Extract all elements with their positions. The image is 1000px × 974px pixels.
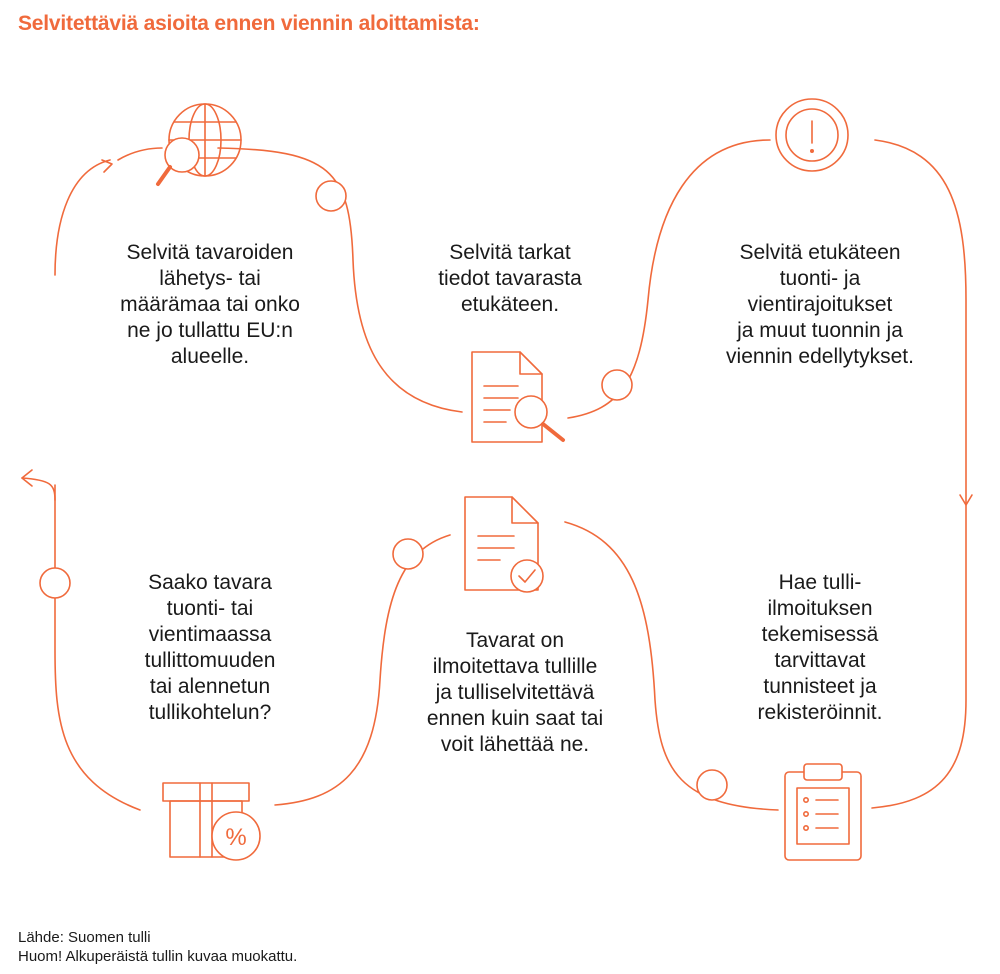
source-note: Lähde: Suomen tulli xyxy=(18,929,151,946)
step-4-line: ilmoituksen xyxy=(767,597,873,620)
page-title: Selvitettäviä asioita ennen viennin aloittamista: xyxy=(18,12,480,35)
clipboard-checklist-icon xyxy=(785,764,861,860)
step-6-line: vientimaassa xyxy=(148,623,272,646)
step-3-text xyxy=(705,240,935,370)
step-5-line: ilmoitettava tullille xyxy=(432,655,598,678)
node-circle xyxy=(393,539,423,569)
globe-search-icon xyxy=(158,104,241,184)
modification-note: Huom! Alkuperäistä tullin kuvaa muokattu. xyxy=(18,948,298,965)
svg-text:%: % xyxy=(225,824,247,851)
step-5-line: Tavarat on xyxy=(465,629,565,652)
step-5-line: ja tulliselvitettävä xyxy=(435,681,595,704)
step-4-line: tarvittavat xyxy=(774,649,866,672)
flow-path-7b xyxy=(118,148,162,160)
flow-path-7 xyxy=(55,160,110,275)
step-5-text xyxy=(405,628,625,758)
step-1-text xyxy=(105,240,315,370)
step-1-line: lähetys- tai xyxy=(159,267,261,290)
step-2-line: tiedot tavarasta xyxy=(438,267,582,290)
step-6-line: tullikohtelun? xyxy=(148,701,272,724)
step-3-line: tuonti- ja xyxy=(779,267,861,290)
step-3-line: Selvitä etukäteen xyxy=(739,241,901,264)
step-3-line: viennin edellytykset. xyxy=(726,345,914,368)
step-4-line: tunnisteet ja xyxy=(763,675,877,698)
node-circle xyxy=(316,181,346,211)
step-3-line: ja muut tuonnin ja xyxy=(737,319,903,342)
document-search-icon xyxy=(472,352,563,442)
document-check-icon xyxy=(465,497,543,592)
footer xyxy=(18,928,297,966)
step-1-line: määrämaa tai onko xyxy=(120,293,300,316)
step-1-line: alueelle. xyxy=(170,345,250,368)
step-2-text xyxy=(420,240,600,318)
step-6-line: tai alennetun xyxy=(149,675,271,698)
step-1-line: Selvitä tavaroiden xyxy=(126,241,294,264)
step-6-line: tullittomuuden xyxy=(144,649,276,672)
step-4-line: Hae tulli- xyxy=(778,571,862,594)
warning-icon xyxy=(776,99,848,171)
node-circle xyxy=(40,568,70,598)
node-circle xyxy=(602,370,632,400)
step-5-line: voit lähettää ne. xyxy=(440,733,590,756)
step-2-line: etukäteen. xyxy=(460,293,560,316)
step-4-line: rekisteröinnit. xyxy=(757,701,883,724)
step-1-line: ne jo tullattu EU:n xyxy=(127,319,293,342)
step-6-line: tuonti- tai xyxy=(166,597,254,620)
node-circle xyxy=(697,770,727,800)
step-2-line: Selvitä tarkat xyxy=(449,241,571,264)
step-6-text xyxy=(120,570,300,726)
step-6-line: Saako tavara xyxy=(148,571,272,594)
step-4-text xyxy=(735,570,905,726)
step-4-line: tekemisessä xyxy=(761,623,879,646)
step-3-line: vientirajoitukset xyxy=(747,293,893,316)
step-5-line: ennen kuin saat tai xyxy=(426,707,604,730)
package-percent-icon xyxy=(163,783,260,860)
